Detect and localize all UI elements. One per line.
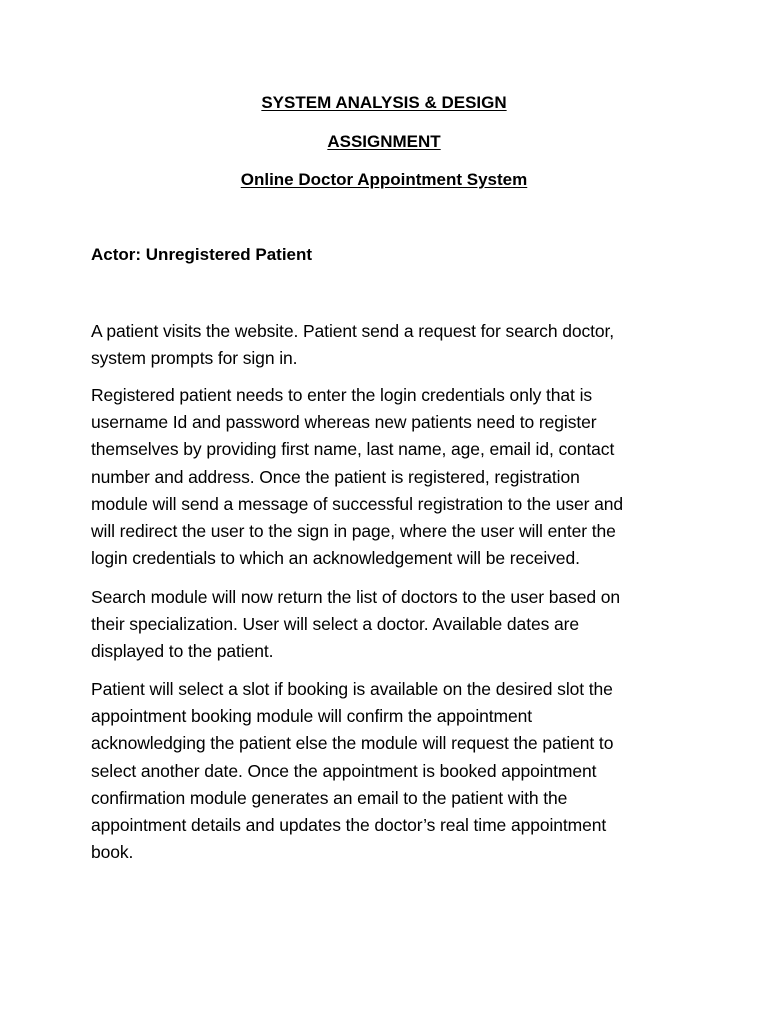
text-line: Search module will now return the list of doctors to the user based on [91, 587, 620, 607]
text-line: confirmation module generates an email to the patient with the [91, 787, 568, 808]
text-line: acknowledging the patient else the module will request the patient to [91, 733, 614, 754]
text-line: themselves by providing first name, last name, age, email id, contact [91, 439, 615, 460]
document-subtitle: ASSIGNMENT [327, 132, 441, 151]
text-line: their specialization. User will select a doctor. Available dates are [91, 614, 579, 635]
text-line: module will send a message of successful registration to the user and [91, 493, 623, 514]
text-line: number and address. Once the patient is registered, registration [91, 466, 580, 487]
text-line: login credentials to which an acknowledgement will be received. [91, 548, 580, 569]
text-line: A patient visits the website. Patient send a request for search doctor, [91, 321, 615, 341]
text-line: will redirect the user to the sign in page, where the user will enter the [91, 521, 616, 542]
paragraph-registration [91, 382, 691, 572]
text-line: displayed to the patient. [91, 641, 274, 662]
paragraph-search [91, 584, 691, 666]
text-line: select another date. Once the appointment is booked appointment [91, 760, 597, 781]
text-line: appointment booking module will confirm the appointment [91, 706, 533, 727]
paragraph-intro [91, 318, 691, 372]
text-line: username Id and password whereas new patients need to register [91, 412, 597, 433]
text-line: book. [91, 842, 134, 863]
text-line: Registered patient needs to enter the login credentials only that is [91, 385, 593, 405]
paragraph-booking [91, 676, 691, 866]
document-topic: Online Doctor Appointment System [240, 170, 528, 189]
text-line: appointment details and updates the doctor’s real time appointment [91, 815, 607, 836]
document-title: SYSTEM ANALYSIS & DESIGN [261, 93, 507, 112]
text-line: Patient will select a slot if booking is available on the desired slot the [91, 679, 613, 699]
text-line: system prompts for sign in. [91, 348, 298, 369]
actor-heading: Actor: Unregistered Patient [91, 245, 313, 264]
